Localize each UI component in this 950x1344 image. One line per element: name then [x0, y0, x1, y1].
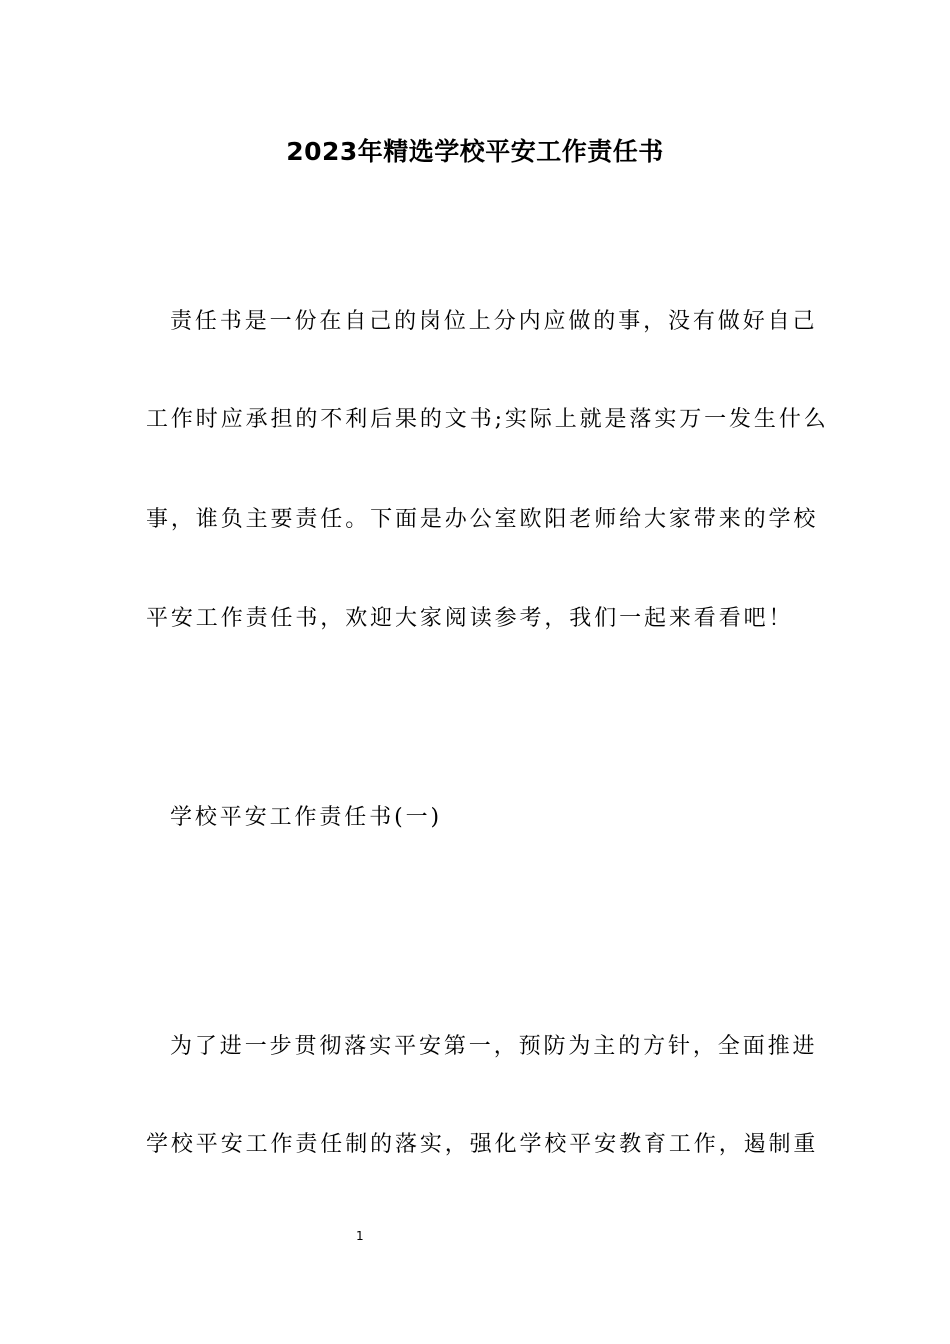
- section-heading: 学校平安工作责任书(一): [170, 805, 442, 830]
- page-number: 1: [356, 1229, 364, 1243]
- section-line-2: 学校平安工作责任制的落实，强化学校平安教育工作，遏制重: [146, 1132, 819, 1157]
- document-title: 2023年精选学校平安工作责任书: [286, 137, 664, 166]
- intro-line-2: 工作时应承担的不利后果的文书;实际上就是落实万一发生什么: [146, 407, 829, 432]
- section-line-1: 为了进一步贯彻落实平安第一，预防为主的方针，全面推进: [170, 1034, 818, 1059]
- intro-line-1: 责任书是一份在自己的岗位上分内应做的事，没有做好自己: [170, 309, 818, 334]
- intro-line-3: 事，谁负主要责任。下面是办公室欧阳老师给大家带来的学校: [146, 507, 819, 532]
- intro-line-4: 平安工作责任书，欢迎大家阅读参考，我们一起来看看吧！: [146, 606, 794, 631]
